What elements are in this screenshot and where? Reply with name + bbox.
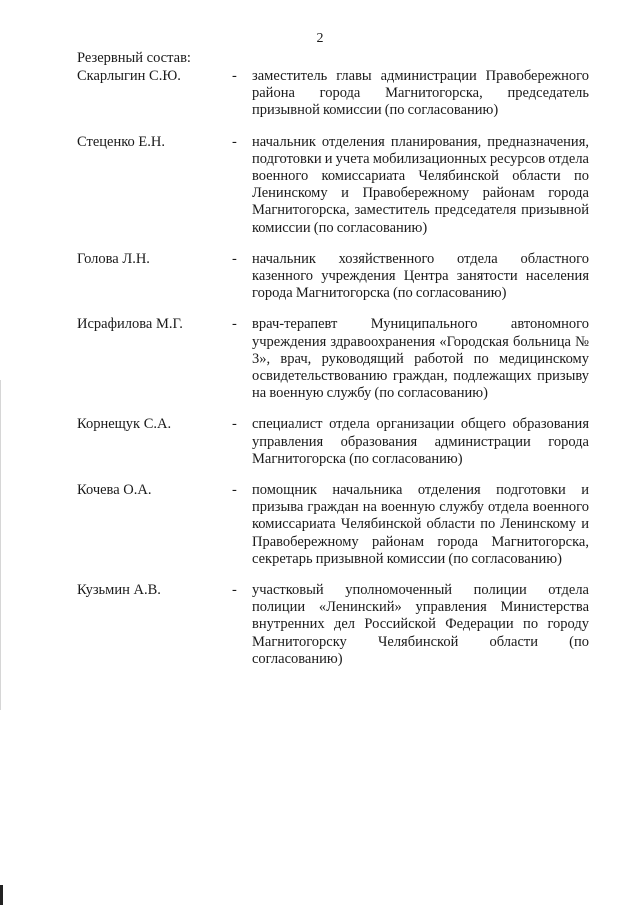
member-name: Корнещук С.А. <box>77 416 172 433</box>
member-entry <box>0 251 640 303</box>
section-heading: Резервный состав: <box>77 50 191 66</box>
reserve-members-list <box>0 68 640 682</box>
member-name: Голова Л.Н. <box>77 250 150 267</box>
dash-separator: - <box>232 316 237 333</box>
member-position: начальник хозяйственного отдела областного казенного учреждения Центра занятости населения города Магнитогорска (по согласованию) <box>252 250 589 302</box>
member-position: помощник начальника отделения подготовки и призыва граждан на военную службу отдела военного комиссариата Челябинской области по Ленинскому и Правобережному районам города Магнитогорска, секретарь призывной комиссии (по согласованию) <box>252 482 589 567</box>
dash-separator: - <box>232 482 237 499</box>
member-position: специалист отдела организации общего образования управления образования администрации города Магнитогорска (по согласованию) <box>252 416 589 467</box>
member-name: Скарлыгин С.Ю. <box>77 68 181 84</box>
member-position: заместитель главы администрации Правобережного района города Магнитогорска, председатель призывной комиссии (по согласованию) <box>252 68 589 119</box>
member-position: врач-терапевт Муниципального автономного учреждения здравоохранения «Городская больница № 3», врач, руководящий работой по медицинскому освидетельствованию граждан, подлежащих призыву на военную службу (по согласованию) <box>252 316 589 402</box>
member-position: начальник отделения планирования, предназначения, подготовки и учета мобилизационных ресурсов отдела военного комиссариата Челябинской области по Ленинскому и Правобережному районам города Магнитогорска, заместитель председателя призывной комиссии (по согласованию) <box>252 133 589 236</box>
member-entry <box>0 68 640 120</box>
scan-edge-shadow <box>0 380 1 710</box>
member-entry <box>0 482 640 568</box>
dash-separator: - <box>232 250 237 267</box>
member-entry <box>0 416 640 468</box>
member-entry <box>0 316 640 402</box>
dash-separator: - <box>232 582 237 599</box>
dash-separator: - <box>232 133 237 150</box>
dash-separator: - <box>232 416 237 433</box>
dash-separator: - <box>232 68 237 84</box>
page-number: 2 <box>316 31 324 46</box>
member-entry <box>0 134 640 237</box>
member-entry <box>0 582 640 668</box>
member-position: участковый уполномоченный полиции отдела полиции «Ленинский» управления Министерства внутренних дел Российской Федерации по городу Магнитогорску Челябинской области (по согласованию) <box>252 582 589 667</box>
member-name: Кочева О.А. <box>77 482 152 499</box>
member-name: Кузьмин А.В. <box>77 582 161 599</box>
scan-margin-mark <box>0 885 3 905</box>
member-name: Стеценко Е.Н. <box>77 133 165 150</box>
member-name: Исрафилова М.Г. <box>77 316 183 333</box>
